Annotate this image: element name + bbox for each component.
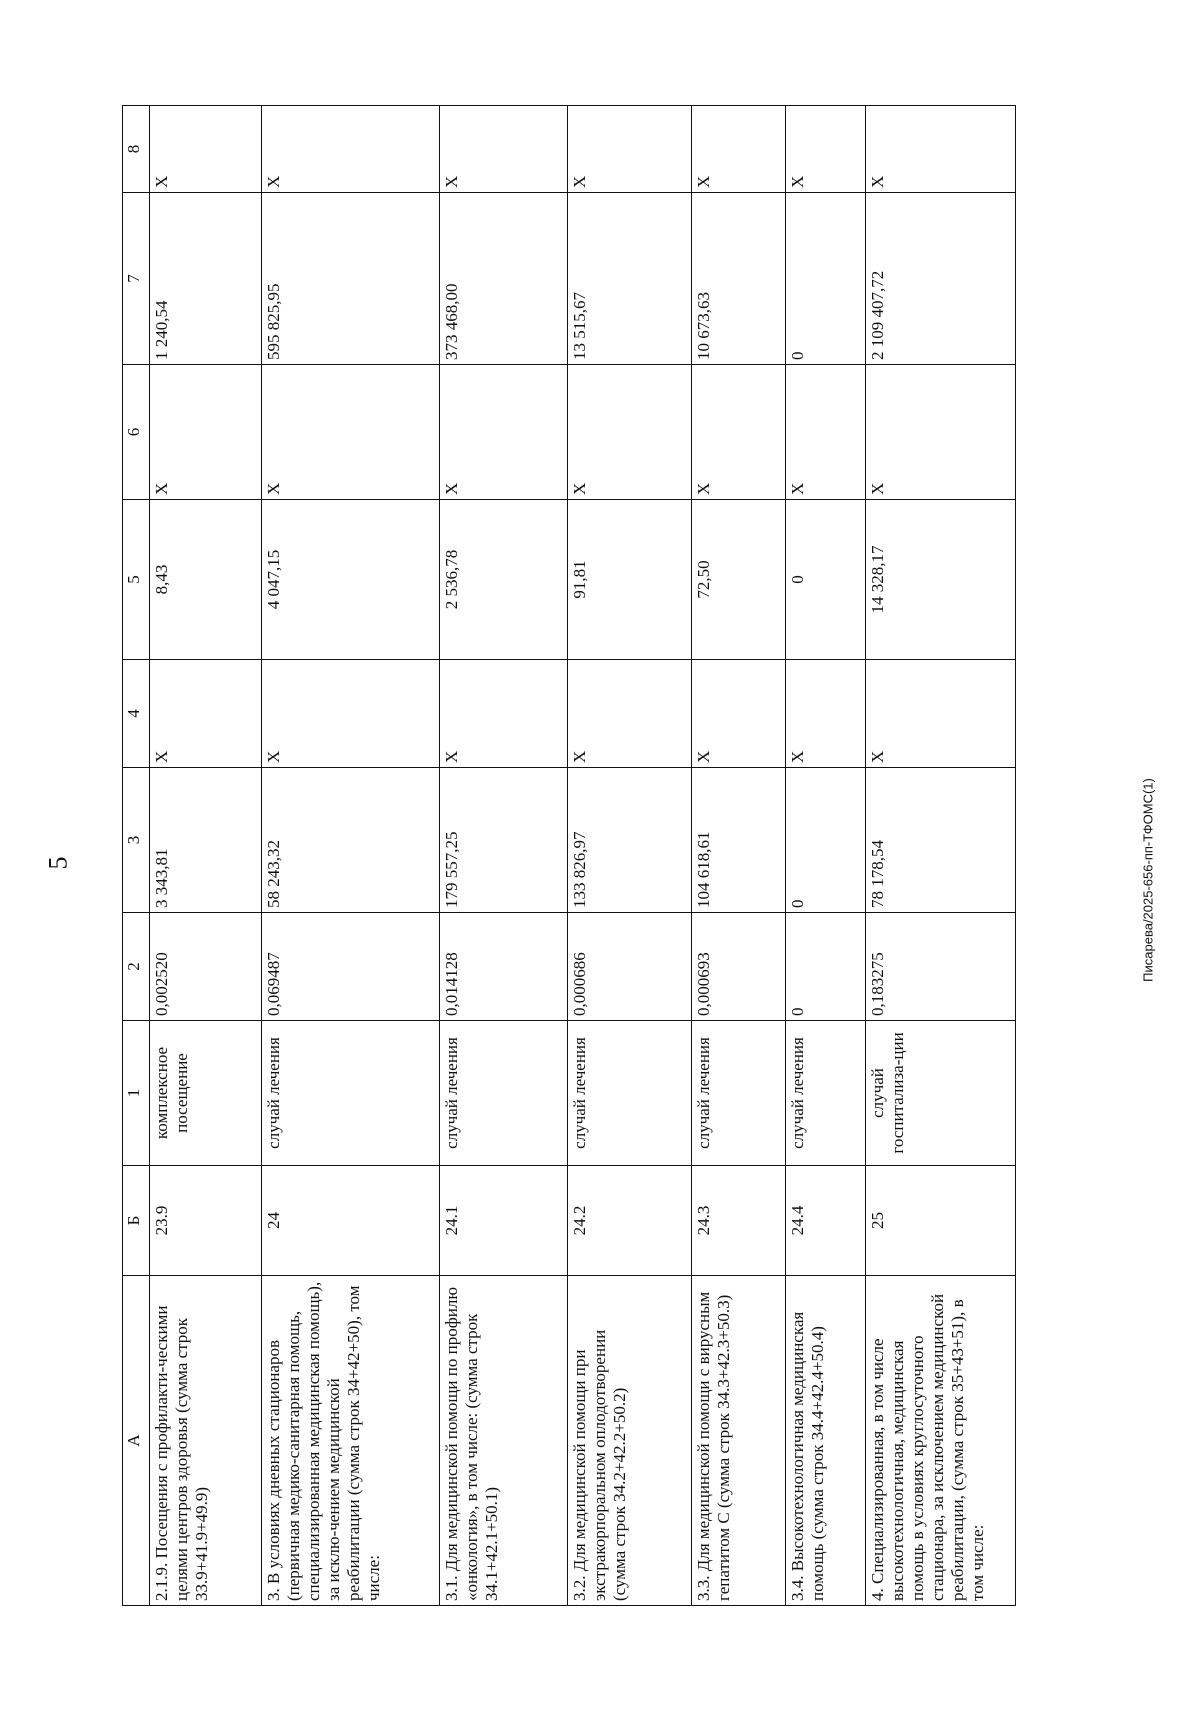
row-label-cell: 3.1. Для медицинской помощи по профилю «онкология», в том числе: (сумма строк 34.1+42.1+50.1) — [440, 1276, 568, 1606]
row-label-cell: 3. В условиях дневных стационаров (первичная медико-санитарная помощь, специализированная медицинская помощь), за исклю-чением медицинской реабилитации (сумма строк 34+42+50), том числе: — [262, 1276, 440, 1606]
column-header: 3 — [123, 768, 150, 913]
column-4-cell: Х — [150, 660, 262, 768]
column-6-cell: Х — [150, 365, 262, 500]
row-code-cell: 23.9 — [150, 1166, 262, 1276]
column-7-cell: 1 240,54 — [150, 193, 262, 365]
column-8-cell: Х — [262, 106, 440, 193]
column-4-cell: Х — [692, 660, 786, 768]
column-header: 1 — [123, 1021, 150, 1166]
column-3-cell: 104 618,61 — [692, 768, 786, 913]
page-number: 5 — [43, 856, 73, 870]
table-header-row — [123, 106, 150, 1606]
column-5-cell: 0 — [786, 500, 866, 660]
row-label-cell: 3.2. Для медицинской помощи при экстракорпоральном оплодотворении (сумма строк 34.2+42.2+50.2) — [568, 1276, 692, 1606]
table-row — [866, 106, 1016, 1606]
unit-cell: случай лечения — [262, 1021, 440, 1166]
column-header: 2 — [123, 913, 150, 1021]
row-label-cell: 2.1.9. Посещения с профилакти-ческими целями центров здоровья (сумма строк 33.9+41.9+49.9) — [150, 1276, 262, 1606]
column-header: 8 — [123, 106, 150, 193]
column-header: Б — [123, 1166, 150, 1276]
row-code-cell: 24.3 — [692, 1166, 786, 1276]
unit-cell: случай лечения — [692, 1021, 786, 1166]
column-2-cell: 0,014128 — [440, 913, 568, 1021]
column-6-cell: Х — [866, 365, 1016, 500]
column-7-cell: 10 673,63 — [692, 193, 786, 365]
column-6-cell: Х — [568, 365, 692, 500]
row-label-cell: 3.4. Высокотехнологичная медицинская помощь (сумма строк 34.4+42.4+50.4) — [786, 1276, 866, 1606]
column-4-cell: Х — [866, 660, 1016, 768]
row-code-cell: 24.1 — [440, 1166, 568, 1276]
column-5-cell: 2 536,78 — [440, 500, 568, 660]
column-7-cell: 595 825,95 — [262, 193, 440, 365]
column-3-cell: 133 826,97 — [568, 768, 692, 913]
unit-cell: комплексное посещение — [150, 1021, 262, 1166]
unit-cell: случай лечения — [568, 1021, 692, 1166]
column-header: 7 — [123, 193, 150, 365]
table-row — [568, 106, 692, 1606]
row-label-cell: 4. Специализированная, в том числе высокотехнологичная, медицинская помощь в условиях круглосуточного стационара, за исключением медицинской реабилитации, (сумма строк 35+43+51), в том числе: — [866, 1276, 1016, 1606]
table-row — [440, 106, 568, 1606]
column-8-cell: Х — [568, 106, 692, 193]
table-row — [150, 106, 262, 1606]
unit-cell: случай лечения — [440, 1021, 568, 1166]
row-code-cell: 24.4 — [786, 1166, 866, 1276]
document-code: Писарева/2025-656-пп-ТФОМС(1) — [1140, 778, 1156, 982]
rotated-table-container — [122, 106, 1012, 1606]
column-6-cell: Х — [692, 365, 786, 500]
row-code-cell: 24 — [262, 1166, 440, 1276]
column-header: 5 — [123, 500, 150, 660]
column-4-cell: Х — [786, 660, 866, 768]
column-5-cell: 14 328,17 — [866, 500, 1016, 660]
column-6-cell: Х — [786, 365, 866, 500]
column-header: 4 — [123, 660, 150, 768]
column-6-cell: Х — [262, 365, 440, 500]
column-3-cell: 3 343,81 — [150, 768, 262, 913]
column-6-cell: Х — [440, 365, 568, 500]
column-3-cell: 78 178,54 — [866, 768, 1016, 913]
row-code-cell: 24.2 — [568, 1166, 692, 1276]
column-header: 6 — [123, 365, 150, 500]
table-row — [692, 106, 786, 1606]
column-8-cell: Х — [692, 106, 786, 193]
column-8-cell: Х — [786, 106, 866, 193]
column-2-cell: 0,002520 — [150, 913, 262, 1021]
unit-cell: случай госпитализа-ции — [866, 1021, 1016, 1166]
table-row — [262, 106, 440, 1606]
data-table — [122, 105, 1016, 1606]
column-4-cell: Х — [262, 660, 440, 768]
column-4-cell: Х — [440, 660, 568, 768]
column-5-cell: 91,81 — [568, 500, 692, 660]
column-2-cell: 0,000693 — [692, 913, 786, 1021]
column-4-cell: Х — [568, 660, 692, 768]
column-2-cell: 0 — [786, 913, 866, 1021]
row-label-cell: 3.3. Для медицинской помощи с вирусным гепатитом С (сумма строк 34.3+42.3+50.3) — [692, 1276, 786, 1606]
column-7-cell: 0 — [786, 193, 866, 365]
column-3-cell: 179 557,25 — [440, 768, 568, 913]
column-header: А — [123, 1276, 150, 1606]
column-3-cell: 0 — [786, 768, 866, 913]
column-8-cell: Х — [440, 106, 568, 193]
unit-cell: случай лечения — [786, 1021, 866, 1166]
column-7-cell: 13 515,67 — [568, 193, 692, 365]
row-code-cell: 25 — [866, 1166, 1016, 1276]
column-7-cell: 373 468,00 — [440, 193, 568, 365]
column-5-cell: 4 047,15 — [262, 500, 440, 660]
column-5-cell: 72,50 — [692, 500, 786, 660]
column-2-cell: 0,000686 — [568, 913, 692, 1021]
table-body — [150, 106, 1016, 1606]
column-3-cell: 58 243,32 — [262, 768, 440, 913]
table-row — [786, 106, 866, 1606]
column-5-cell: 8,43 — [150, 500, 262, 660]
column-2-cell: 0,069487 — [262, 913, 440, 1021]
column-8-cell: Х — [150, 106, 262, 193]
column-7-cell: 2 109 407,72 — [866, 193, 1016, 365]
column-2-cell: 0,183275 — [866, 913, 1016, 1021]
column-8-cell: Х — [866, 106, 1016, 193]
